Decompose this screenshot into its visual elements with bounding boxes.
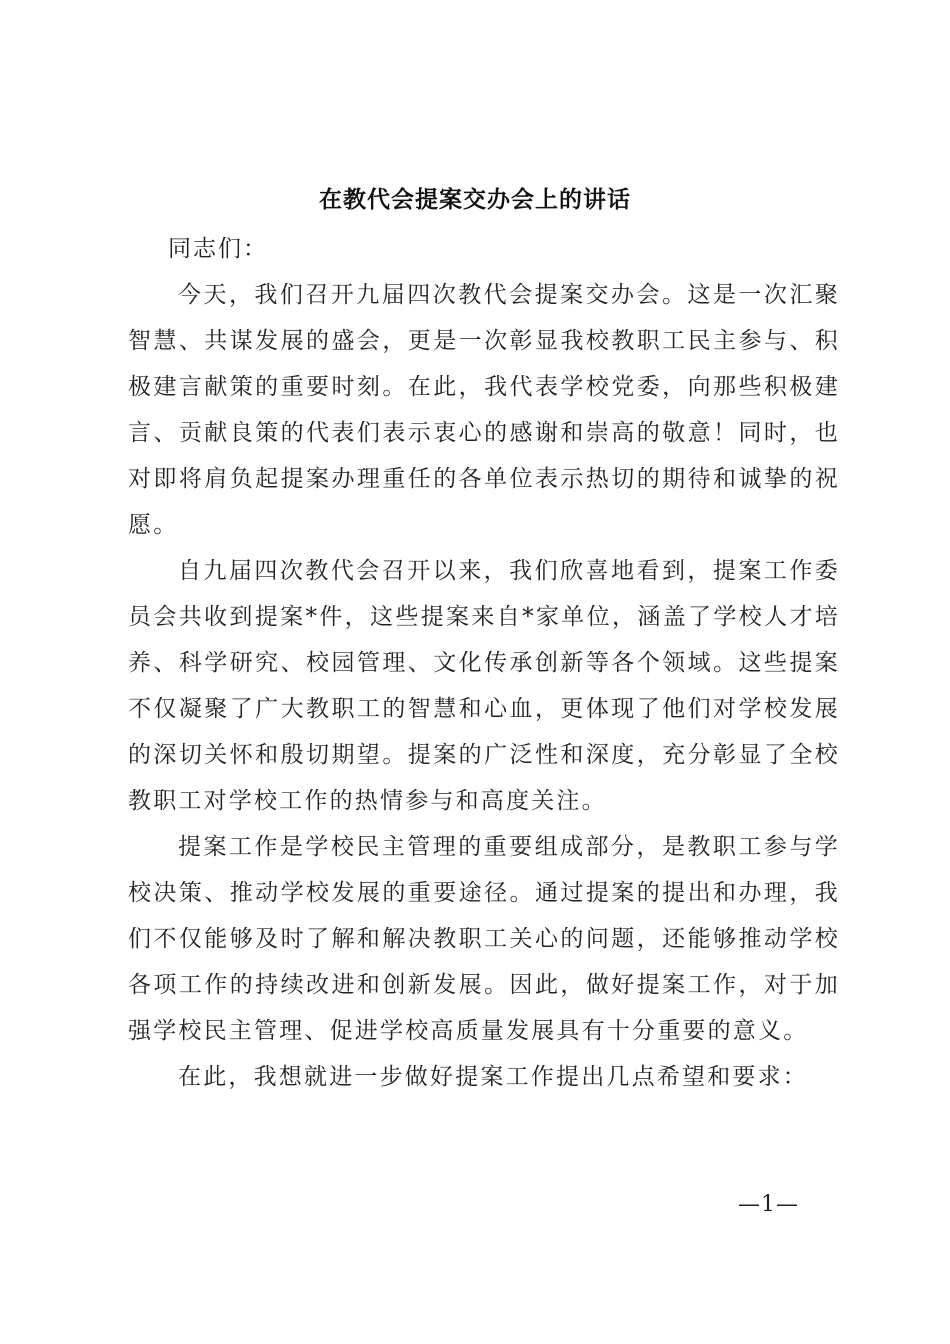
paragraph-proposals-received: 自九届四次教代会召开以来，我们欣喜地看到，提案工作委员会共收到提案*件，这些提案来自*家单位，涵盖了学校人才培养、科学研究、校园管理、文化传承创新等各个领域。这些提案不仅凝聚了广大教职工的智慧和心血，更体现了他们对学校发展的深切关怀和殷切期望。提案的广泛性和深度，充分彰显了全校教职工对学校工作的热情参与和高度关注。 <box>128 558 840 814</box>
paragraph-opening: 今天，我们召开九届四次教代会提案交办会。这是一次汇聚智慧、共谋发展的盛会，更是一次彰显我校教职工民主参与、积极建言献策的重要时刻。在此，我代表学校党委，向那些积极建言、贡献良策的代表们表示衷心的感谢和崇高的敬意！同时，也对即将肩负起提案办理重任的各单位表示热切的期待和诚挚的祝愿。 <box>128 282 840 538</box>
salutation: 同志们： <box>168 236 268 262</box>
page-number: —1— <box>738 1192 799 1217</box>
document-body <box>128 272 840 1100</box>
paragraph-proposal-importance: 提案工作是学校民主管理的重要组成部分，是教职工参与学校决策、推动学校发展的重要途径。通过提案的提出和办理，我们不仅能够及时了解和解决教职工关心的问题，还能够推动学校各项工作的持续改进和创新发展。因此，做好提案工作，对于加强学校民主管理、促进学校高质量发展具有十分重要的意义。 <box>128 834 840 1044</box>
paragraph-requirements-intro: 在此，我想就进一步做好提案工作提出几点希望和要求： <box>178 1064 808 1090</box>
document-title: 在教代会提案交办会上的讲话 <box>319 186 631 213</box>
